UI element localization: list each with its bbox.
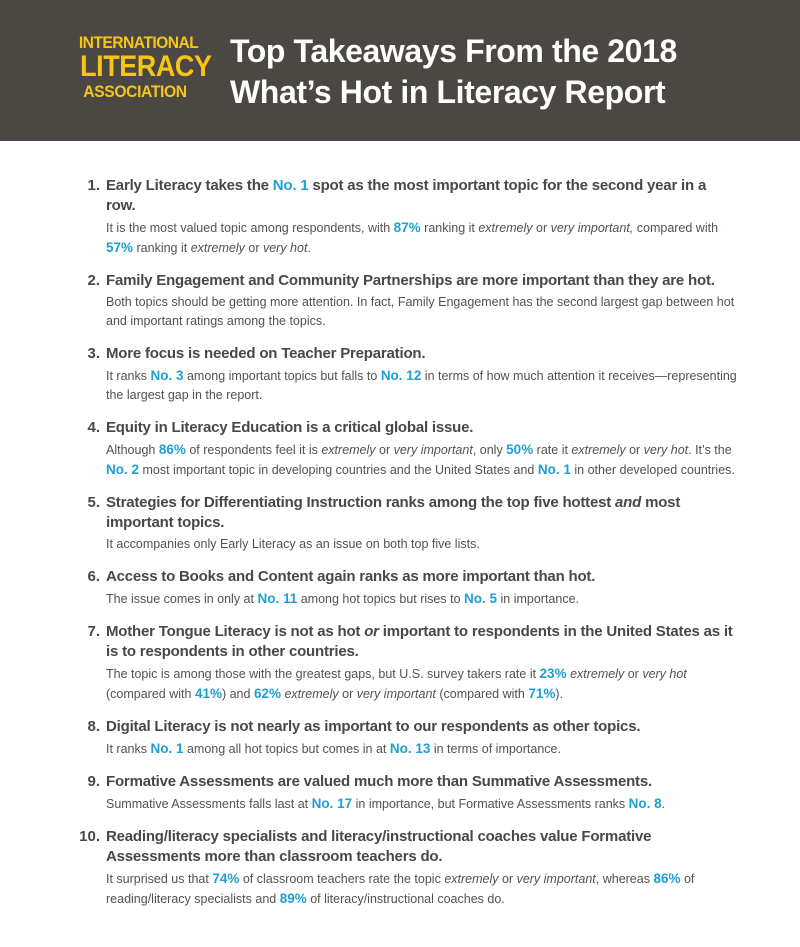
body-text: The topic is among those with the greatest gaps, but U.S. survey takers rate it [106, 667, 540, 681]
highlight-text: No. 5 [464, 591, 498, 606]
body-text: extremely [571, 443, 626, 457]
highlight-text: No. 3 [150, 368, 184, 383]
logo-line-literacy: LITERACY [80, 50, 212, 83]
body-text: It surprised us that [106, 872, 213, 886]
highlight-text: 86% [158, 442, 186, 457]
takeaway-heading [106, 344, 738, 364]
logo-line-association: ASSOCIATION [83, 82, 187, 101]
body-text: , only [472, 443, 507, 457]
highlight-text: 89% [279, 891, 307, 906]
body-text: or [625, 443, 644, 457]
body-text: , whereas [595, 872, 654, 886]
body-text: or [498, 872, 517, 886]
takeaway-number: 3. [87, 345, 100, 362]
takeaway-body [106, 366, 738, 405]
highlight-text: 71% [528, 686, 556, 701]
body-text: or [375, 443, 394, 457]
takeaway-item-6 [78, 567, 738, 609]
body-text: very important [356, 687, 436, 701]
takeaway-body [106, 664, 738, 704]
heading-text: and [615, 494, 642, 511]
body-text: of literacy/instructional coaches do. [306, 892, 505, 906]
takeaway-heading [106, 622, 738, 662]
body-text: . [307, 241, 311, 255]
logo-line-international: INTERNATIONAL [78, 33, 199, 52]
takeaway-item-4 [78, 418, 738, 480]
takeaway-body [106, 794, 738, 814]
body-text: (compared with [106, 687, 195, 701]
body-text: It is the most valued topic among respondents, with [106, 221, 394, 235]
body-text: in terms of how much attention it receives—representing the largest gap in the report. [106, 369, 737, 402]
body-text: among hot topics but rises to [297, 592, 465, 606]
body-text: . It’s the [688, 443, 732, 457]
takeaway-heading [106, 418, 738, 438]
takeaway-number: 7. [87, 623, 100, 640]
takeaway-heading [106, 271, 738, 291]
body-text: (compared with [435, 687, 529, 701]
highlight-text: No. 11 [257, 591, 298, 606]
takeaway-number: 2. [87, 272, 100, 289]
body-text: extremely [321, 443, 376, 457]
body-text: It ranks [106, 369, 151, 383]
takeaway-heading [106, 827, 738, 867]
heading-text: Access to Books and Content again ranks as more important than hot. [106, 568, 596, 585]
takeaway-item-1 [78, 176, 738, 258]
takeaway-body [106, 535, 738, 554]
highlight-text: 86% [653, 871, 681, 886]
takeaway-number: 9. [87, 773, 100, 790]
page-title-line-2: What’s Hot in Literacy Report [230, 74, 666, 110]
body-text: extremely [190, 241, 245, 255]
takeaway-number: 10. [79, 828, 100, 845]
takeaway-item-10 [78, 827, 738, 909]
body-text: very important [393, 443, 473, 457]
takeaway-body [106, 218, 738, 258]
heading-text: Strategies for Differentiating Instruction ranks among the top five hottest [106, 494, 616, 511]
takeaway-body [106, 739, 738, 759]
takeaway-item-3 [78, 344, 738, 405]
heading-text: Digital Literacy is not nearly as important to our respondents as other topics. [106, 718, 641, 735]
body-text: in importance. [497, 592, 580, 606]
highlight-text: 23% [539, 666, 567, 681]
header-banner [0, 0, 800, 141]
page-title [230, 31, 790, 113]
heading-text: important to respondents in the United States as it is to respondents in other countries. [106, 623, 733, 660]
highlight-text: No. 12 [380, 368, 422, 383]
body-text: of reading/literacy specialists and [106, 872, 695, 906]
highlight-text: No. 2 [106, 462, 140, 477]
heading-text: Early Literacy takes the [106, 177, 273, 194]
takeaway-item-5 [78, 493, 738, 554]
highlight-text: 87% [393, 220, 421, 235]
takeaway-number: 1. [87, 177, 100, 194]
body-text: ranking it [420, 221, 479, 235]
body-text: very hot [262, 241, 308, 255]
page-title-line-1: Top Takeaways From the 2018 [230, 33, 677, 69]
body-text: Although [106, 443, 159, 457]
body-text: ranking it [133, 241, 191, 255]
body-text: very important [516, 872, 596, 886]
heading-text: More focus is needed on Teacher Preparation. [106, 345, 426, 362]
takeaway-body [106, 440, 738, 480]
takeaway-heading [106, 717, 738, 737]
takeaway-heading [106, 772, 738, 792]
body-text: . [661, 797, 666, 811]
takeaway-number: 6. [87, 568, 100, 585]
takeaway-heading [106, 567, 738, 587]
highlight-text: 74% [212, 871, 240, 886]
takeaway-heading [106, 493, 738, 533]
heading-text: Reading/literacy specialists and literacy/instructional coaches value Formative Assessments more than classroom teachers do. [106, 828, 652, 865]
body-text: extremely [444, 872, 499, 886]
takeaway-item-8 [78, 717, 738, 759]
highlight-text: 57% [106, 240, 134, 255]
body-text: of respondents feel it is [185, 443, 322, 457]
takeaway-item-9 [78, 772, 738, 814]
takeaway-body [106, 293, 738, 331]
body-text: or [244, 241, 263, 255]
highlight-text: No. 1 [537, 462, 571, 477]
body-text: extremely [284, 687, 339, 701]
body-text: The issue comes in only at [106, 592, 258, 606]
takeaway-number: 4. [87, 419, 100, 436]
highlight-text: No. 17 [311, 796, 353, 811]
heading-text: Formative Assessments are valued much more than Summative Assessments. [106, 773, 652, 790]
body-text: extremely [570, 667, 625, 681]
heading-text: most important topics. [106, 494, 681, 531]
body-text: of classroom teachers rate the topic [239, 872, 445, 886]
body-text: in other developed countries. [570, 463, 735, 477]
heading-text: Family Engagement and Community Partnerships are more important than they are hot. [106, 272, 715, 289]
body-text: It ranks [106, 742, 151, 756]
body-text: compared with [633, 221, 719, 235]
takeaways-list [78, 176, 738, 922]
highlight-text: 62% [253, 686, 281, 701]
highlight-text: 41% [194, 686, 222, 701]
takeaway-body [106, 869, 738, 909]
body-text: rate it [533, 443, 572, 457]
highlight-text: No. 13 [389, 741, 431, 756]
takeaway-item-2 [78, 271, 738, 331]
body-text: extremely [478, 221, 533, 235]
takeaway-item-7 [78, 622, 738, 704]
body-text: very important, [550, 221, 634, 235]
body-text: among all hot topics but comes in at [183, 742, 390, 756]
body-text: or [532, 221, 551, 235]
body-text: It accompanies only Early Literacy as an issue on both top five lists. [106, 537, 480, 551]
takeaway-number: 8. [87, 718, 100, 735]
body-text: among important topics but falls to [183, 369, 381, 383]
heading-text: Mother Tongue Literacy is not as hot [106, 623, 365, 640]
highlight-text: No. 8 [628, 796, 662, 811]
body-text: very hot [643, 443, 689, 457]
heading-text: Equity in Literacy Education is a critical global issue. [106, 419, 474, 436]
body-text: Both topics should be getting more attention. In fact, Family Engagement has the second largest gap between hot and important ratings among the topics. [106, 295, 735, 328]
ila-logo [74, 33, 212, 101]
takeaway-number: 5. [87, 494, 100, 511]
body-text: in terms of importance. [430, 742, 561, 756]
body-text: ) and [221, 687, 254, 701]
body-text: or [624, 667, 643, 681]
heading-text: spot as the most important topic for the second year in a row. [106, 177, 707, 214]
body-text: very hot [642, 667, 687, 681]
takeaway-body [106, 589, 738, 609]
body-text: or [338, 687, 357, 701]
body-text: ). [555, 687, 563, 701]
body-text: in importance, but Formative Assessments ranks [352, 797, 629, 811]
body-text: Summative Assessments falls last at [106, 797, 312, 811]
body-text: most important topic in developing countries and the United States and [139, 463, 538, 477]
takeaway-heading [106, 176, 738, 216]
heading-text: or [364, 623, 379, 640]
highlight-text: 50% [506, 442, 534, 457]
highlight-text: No. 1 [150, 741, 184, 756]
highlight-text: No. 1 [272, 177, 309, 194]
